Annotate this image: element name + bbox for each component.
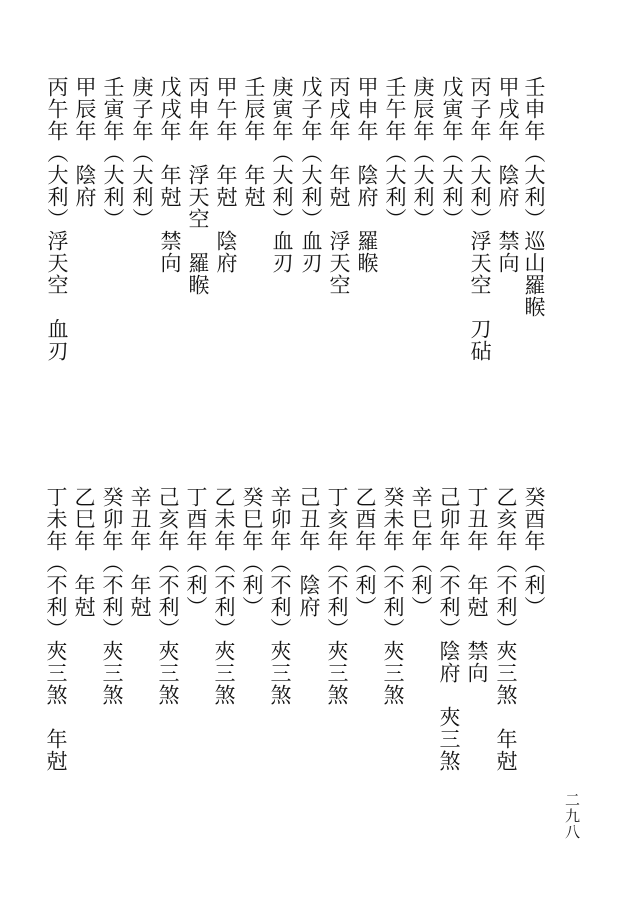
- year-entry-lower-14: 己亥年（不利）夾三煞: [156, 486, 180, 706]
- year-entry-lower-8: 丁亥年（不利）夾三煞: [325, 486, 349, 706]
- year-entry-lower-2: 乙亥年（不利）夾三煞 年尅: [494, 486, 518, 772]
- year-entry-lower-12: 乙未年（不利）夾三煞: [212, 486, 236, 706]
- year-entry-lower-17: 乙巳年 年尅: [72, 486, 96, 618]
- year-entry-lower-4: 己卯年（不利）陰府 夾三煞: [437, 486, 461, 772]
- year-entry-upper-2: 甲戌年 陰府 禁向: [496, 76, 520, 274]
- year-entry-lower-7: 乙酉年（利）: [353, 486, 377, 618]
- year-entry-upper-12: 甲午年 年尅 陰府: [214, 76, 238, 274]
- year-entry-upper-11: 壬辰年 年尅: [242, 76, 266, 208]
- year-entry-lower-18: 丁未年（不利）夾三煞 年尅: [44, 486, 68, 772]
- year-entry-lower-11: 癸巳年（利）: [240, 486, 264, 618]
- year-entry-upper-7: 甲申年 陰府 羅睺: [355, 76, 379, 274]
- year-entry-upper-1: 壬申年（大利）巡山羅睺: [522, 76, 546, 318]
- page-number: 二九八: [563, 792, 581, 840]
- year-entry-upper-14: 戊戌年 年尅 禁向: [158, 76, 182, 274]
- year-entry-lower-16: 癸卯年（不利）夾三煞: [100, 486, 124, 706]
- year-entry-lower-9: 己丑年 陰府: [297, 486, 321, 618]
- year-entry-upper-9: 戊子年（大利）血刃: [299, 76, 323, 274]
- year-entry-upper-15: 庚子年（大利）: [130, 76, 154, 230]
- year-entry-upper-6: 壬午年（大利）: [383, 76, 407, 230]
- year-entry-lower-15: 辛丑年 年尅: [128, 486, 152, 618]
- year-entry-upper-4: 戊寅年（大利）: [440, 76, 464, 230]
- year-entry-upper-8: 丙戌年 年尅 浮天空: [327, 76, 351, 296]
- year-entry-lower-10: 辛卯年（不利）夾三煞: [268, 486, 292, 706]
- year-entry-upper-10: 庚寅年（大利）血刃: [270, 76, 294, 274]
- year-entry-upper-5: 庚辰年（大利）: [411, 76, 435, 230]
- year-entry-lower-5: 辛巳年（利）: [409, 486, 433, 618]
- year-entry-upper-17: 甲辰年 陰府: [73, 76, 97, 208]
- year-entry-upper-18: 丙午年（大利）浮天空 血刃: [45, 76, 69, 362]
- year-entry-lower-6: 癸未年（不利）夾三煞: [381, 486, 405, 706]
- year-entry-lower-13: 丁酉年（利）: [184, 486, 208, 618]
- year-entry-upper-16: 壬寅年（大利）: [101, 76, 125, 230]
- year-entry-lower-3: 丁丑年 年尅 禁向: [465, 486, 489, 684]
- year-entry-upper-13: 丙申年 浮天空 羅睺: [186, 76, 210, 296]
- year-entry-lower-1: 癸酉年（利）: [522, 486, 546, 618]
- year-entry-upper-3: 丙子年（大利）浮天空 刀砧: [468, 76, 492, 362]
